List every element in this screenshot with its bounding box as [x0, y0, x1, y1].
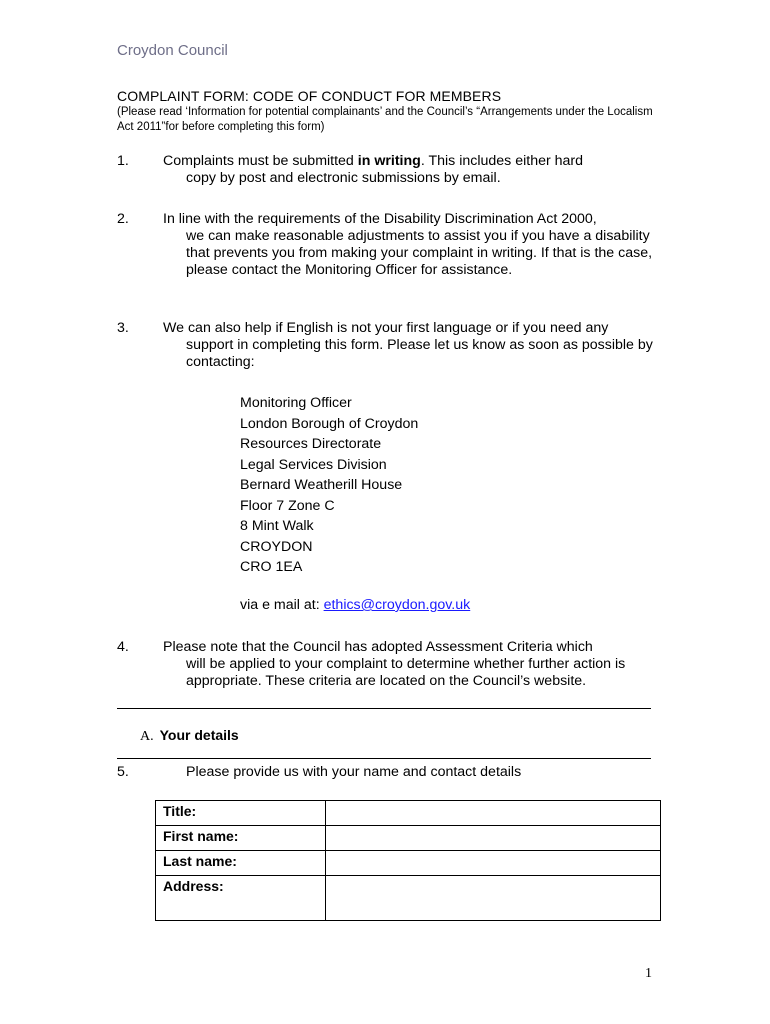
field-label: Last name: [156, 851, 326, 876]
item-number: 1. [117, 153, 129, 169]
field-label: Title: [156, 801, 326, 826]
address-line: Bernard Weatherill House [240, 477, 403, 493]
section-divider-bottom [117, 758, 651, 759]
instruction-item-4 [117, 639, 657, 690]
address-line: 8 Mint Walk [240, 518, 314, 534]
council-header: Croydon Council [117, 42, 228, 59]
instruction-item-3 [117, 320, 657, 371]
item-bold-text: in writing [357, 153, 421, 169]
email-link[interactable]: ethics@croydon.gov.uk [323, 597, 471, 613]
instruction-item-1 [117, 153, 657, 187]
item-continuation: will be applied to your complaint to determine whether further action is appropriate. These criteria are located on the Council’s website. [186, 656, 626, 689]
page-number: 1 [645, 966, 652, 981]
email-prefix: via e mail at: [240, 597, 324, 613]
email-line [240, 597, 470, 613]
table-row [156, 801, 661, 826]
address-line: Resources Directorate [240, 436, 382, 452]
field-label: First name: [156, 826, 326, 851]
instruction-item-2 [117, 211, 657, 279]
address-field[interactable] [326, 876, 661, 921]
table-row [156, 851, 661, 876]
address-line: London Borough of Croydon [240, 415, 419, 432]
item-number: 3. [117, 320, 129, 336]
item-continuation: we can make reasonable adjustments to assist you if you have a disability that prevents you from making your complaint in writing. If that is the case, please contact the Monitoring Officer for assistance. [186, 228, 653, 278]
item-number: 4. [117, 639, 129, 655]
item-text: . This includes either hard [420, 153, 584, 169]
form-title: COMPLAINT FORM: CODE OF CONDUCT FOR MEMBERS [117, 88, 502, 104]
last-name-field[interactable] [326, 851, 661, 876]
address-line: Monitoring Officer [240, 395, 352, 411]
contact-details-table [155, 800, 661, 921]
item-continuation: support in completing this form. Please let us know as soon as possible by contacting: [186, 337, 653, 370]
first-name-field[interactable] [326, 826, 661, 851]
contact-address [240, 393, 418, 578]
item-text: Complaints must be submitted [163, 153, 358, 169]
address-line: CRO 1EA [240, 559, 303, 575]
section-heading [140, 727, 239, 745]
field-label: Address: [156, 876, 326, 921]
question-number: 5. [117, 764, 129, 780]
item-text: Please note that the Council has adopted Assessment Criteria which [163, 639, 593, 655]
item-text: In line with the requirements of the Disability Discrimination Act 2000, [163, 211, 597, 227]
title-field[interactable] [326, 801, 661, 826]
address-line: Floor 7 Zone C [240, 497, 335, 514]
section-letter: A. [140, 729, 154, 744]
address-line: Legal Services Division [240, 456, 387, 473]
section-label: Your details [159, 727, 239, 743]
question-text: Please provide us with your name and contact details [186, 764, 522, 780]
address-line: CROYDON [240, 538, 313, 555]
section-divider-top [117, 708, 651, 709]
item-continuation: copy by post and electronic submissions by email. [186, 170, 501, 186]
form-subtitle: (Please read ‘Information for potential complainants’ and the Council’s “Arrangements under the Localism Act 2011”for before completing this form) [117, 106, 653, 133]
item-text: We can also help if English is not your first language or if you need any [163, 320, 609, 336]
item-number: 2. [117, 211, 129, 227]
table-row [156, 826, 661, 851]
table-row [156, 876, 661, 921]
